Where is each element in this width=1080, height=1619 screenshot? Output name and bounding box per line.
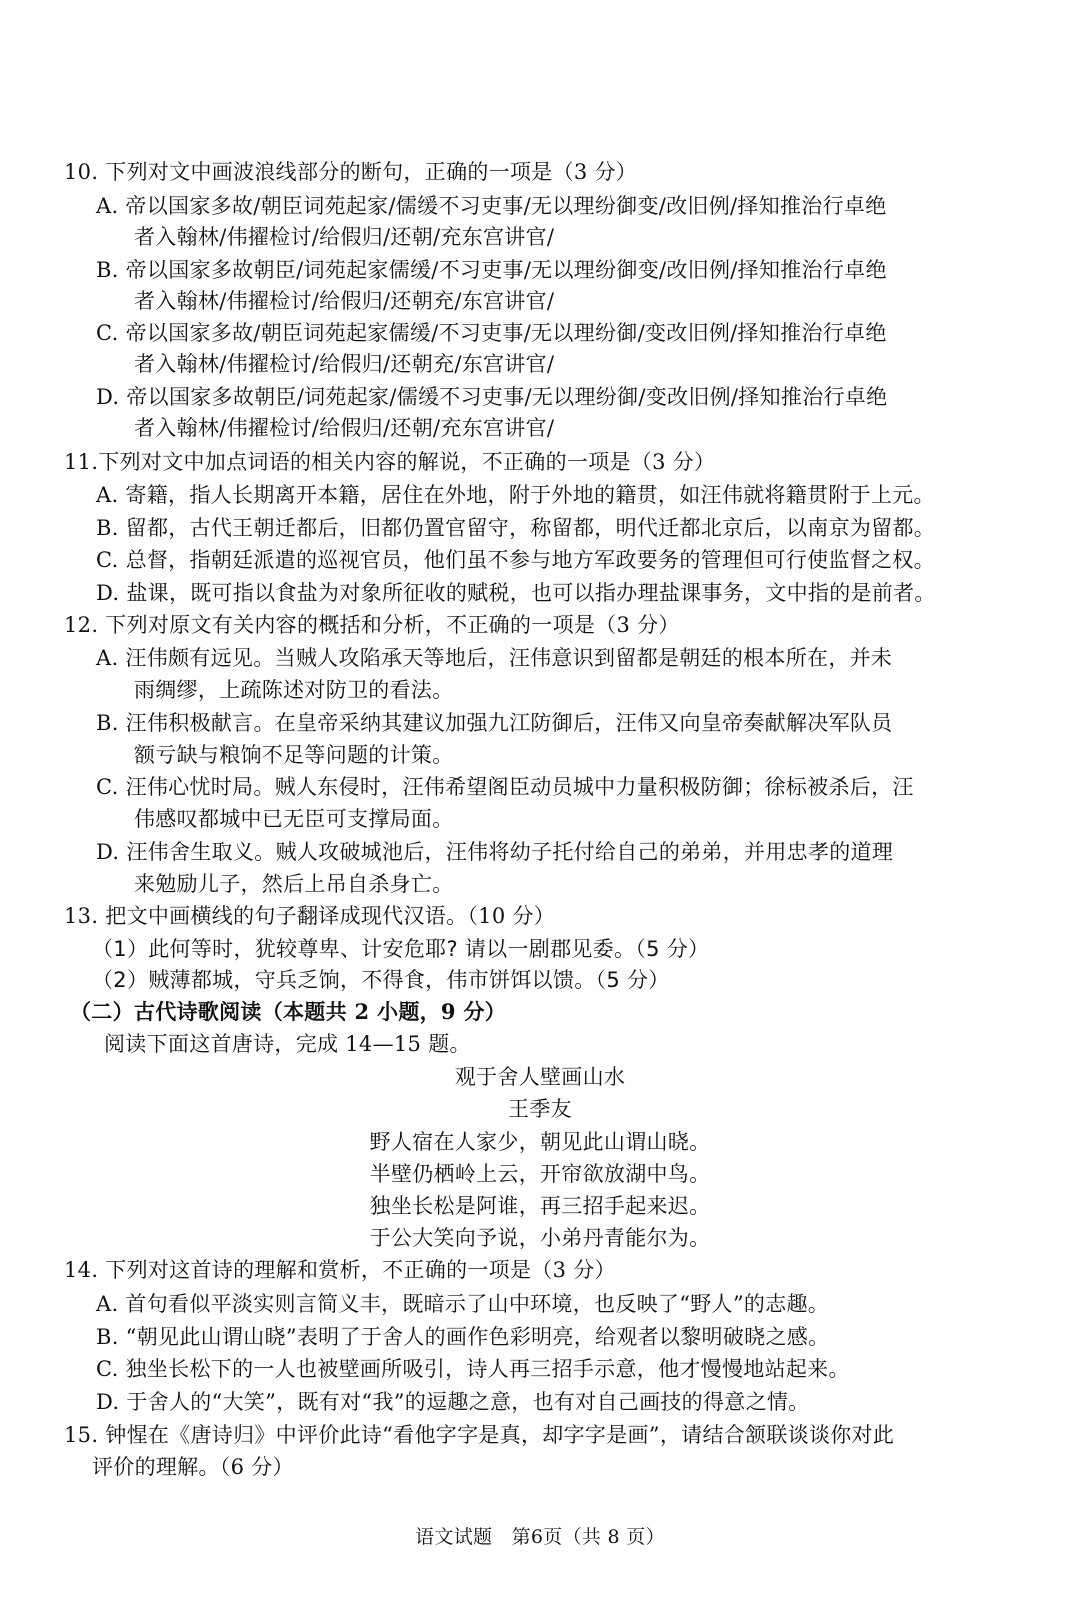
poem-line: 半壁仍栖岭上云，开帘欲放湖中鸟。	[369, 1162, 711, 1186]
q10-option-c: C. 帝以国家多故/朝臣词苑起家儒缓/不习吏事/无以理纷御/变改旧例/择知推治行卓绝	[96, 321, 887, 345]
q12-stem: 12. 下列对原文有关内容的概括和分析，不正确的一项是（3 分）	[64, 613, 680, 637]
q14-option-a: A. 首句看似平淡实则言简义丰，既暗示了山中环境，也反映了“野人”的志趣。	[96, 1292, 830, 1316]
page-footer: 语文试题 第6页（共 8 页）	[415, 1526, 665, 1548]
q14-option-d: D. 于舍人的“大笑”，既有对“我”的逗趣之意，也有对自己画技的得意之情。	[96, 1390, 810, 1414]
q15-stem-cont: 评价的理解。（6 分）	[92, 1455, 294, 1479]
q12-option-b-cont: 额亏缺与粮饷不足等问题的计策。	[134, 743, 454, 767]
q10-option-c-cont: 者入翰林/伟擢检讨/给假归/还朝充/东宫讲官/	[134, 352, 555, 376]
q10-option-b-cont: 者入翰林/伟擢检讨/给假归/还朝充/东宫讲官/	[134, 289, 555, 313]
q10-option-a: A. 帝以国家多故/朝臣词苑起家/儒缓不习吏事/无以理纷御变/改旧例/择知推治行卓绝	[96, 194, 887, 218]
q14-stem: 14. 下列对这首诗的理解和赏析，不正确的一项是（3 分）	[64, 1258, 616, 1282]
q11-stem: 11.下列对文中加点词语的相关内容的解说，不正确的一项是（3 分）	[64, 450, 716, 474]
q11-option-c: C. 总督，指朝廷派遣的巡视官员，他们虽不参与地方军政要务的管理但可行使监督之权。	[96, 548, 935, 572]
q10-option-a-cont: 者入翰林/伟擢检讨/给假归/还朝/充东宫讲官/	[134, 225, 555, 249]
q14-option-c: C. 独坐长松下的一人也被壁画所吸引，诗人再三招手示意，他才慢慢地站起来。	[96, 1357, 850, 1381]
poem-line: 独坐长松是阿谁，再三招手起来迟。	[369, 1194, 711, 1218]
q12-option-c-cont: 伟感叹都城中已无臣可支撑局面。	[134, 807, 454, 831]
q11-option-b: B. 留都，古代王朝迁都后，旧都仍置官留守，称留都，明代迁都北京后，以南京为留都。	[96, 516, 936, 540]
q11-option-a: A. 寄籍，指人长期离开本籍，居住在外地，附于外地的籍贯，如汪伟就将籍贯附于上元。	[96, 483, 935, 507]
q10-stem: 10. 下列对文中画波浪线部分的断句，正确的一项是（3 分）	[64, 160, 638, 184]
q12-option-d: D. 汪伟舍生取义。贼人攻破城池后，汪伟将幼子托付给自己的弟弟，并用忠孝的道理	[96, 840, 894, 864]
q11-option-d: D. 盐课，既可指以食盐为对象所征收的赋税，也可以指办理盐课事务，文中指的是前者。	[96, 581, 936, 605]
q10-option-d: D. 帝以国家多故朝臣/词苑起家/儒缓不习吏事/无以理纷御/变改旧例/择知推治行卓绝	[96, 385, 888, 409]
q10-option-d-cont: 者入翰林/伟擢检讨/给假归/还朝/充东宫讲官/	[134, 416, 555, 440]
poem-line: 于公大笑向予说，小弟丹青能尔为。	[369, 1226, 711, 1250]
q12-option-c: C. 汪伟心忧时局。贼人东侵时，汪伟希望阁臣动员城中力量积极防御；徐标被杀后，汪	[96, 775, 914, 799]
poem-line: 野人宿在人家少，朝见此山谓山晓。	[369, 1130, 711, 1154]
q12-option-d-cont: 来勉励儿子，然后上吊自杀身亡。	[134, 872, 454, 896]
q13-sentence-1: （1）此何等时，犹较尊卑、计安危耶? 请以一剧郡见委。（5 分）	[92, 937, 710, 961]
q12-option-a: A. 汪伟颇有远见。当贼人攻陷承天等地后，汪伟意识到留都是朝廷的根本所在，并未	[96, 646, 893, 670]
q13-sentence-2: （2）贼薄都城，守兵乏饷，不得食，伟市饼饵以馈。（5 分）	[92, 968, 670, 992]
section-heading-poetry: （二）古代诗歌阅读（本题共 2 小题，9 分）	[70, 999, 507, 1024]
q12-option-b: B. 汪伟积极献言。在皇帝采纳其建议加强九江防御后，汪伟又向皇帝奏献解决军队员	[96, 711, 893, 735]
q15-stem: 15. 钟惺在《唐诗归》中评价此诗“看他字字是真，却字字是画”，请结合颔联谈谈你对此	[64, 1423, 895, 1447]
poem-author: 王季友	[508, 1097, 572, 1121]
q13-stem: 13. 把文中画横线的句子翻译成现代汉语。（10 分）	[64, 904, 556, 928]
poetry-instructions: 阅读下面这首唐诗，完成 14—15 题。	[104, 1032, 471, 1056]
poem-title: 观于舍人壁画山水	[454, 1065, 626, 1089]
q14-option-b: B. “朝见此山谓山晓”表明了于舍人的画作色彩明亮，给观者以黎明破晓之感。	[96, 1325, 830, 1349]
q10-option-b: B. 帝以国家多故朝臣/词苑起家儒缓/不习吏事/无以理纷御变/改旧例/择知推治行卓绝	[96, 258, 887, 282]
q12-option-a-cont: 雨绸缪，上疏陈述对防卫的看法。	[134, 678, 454, 702]
